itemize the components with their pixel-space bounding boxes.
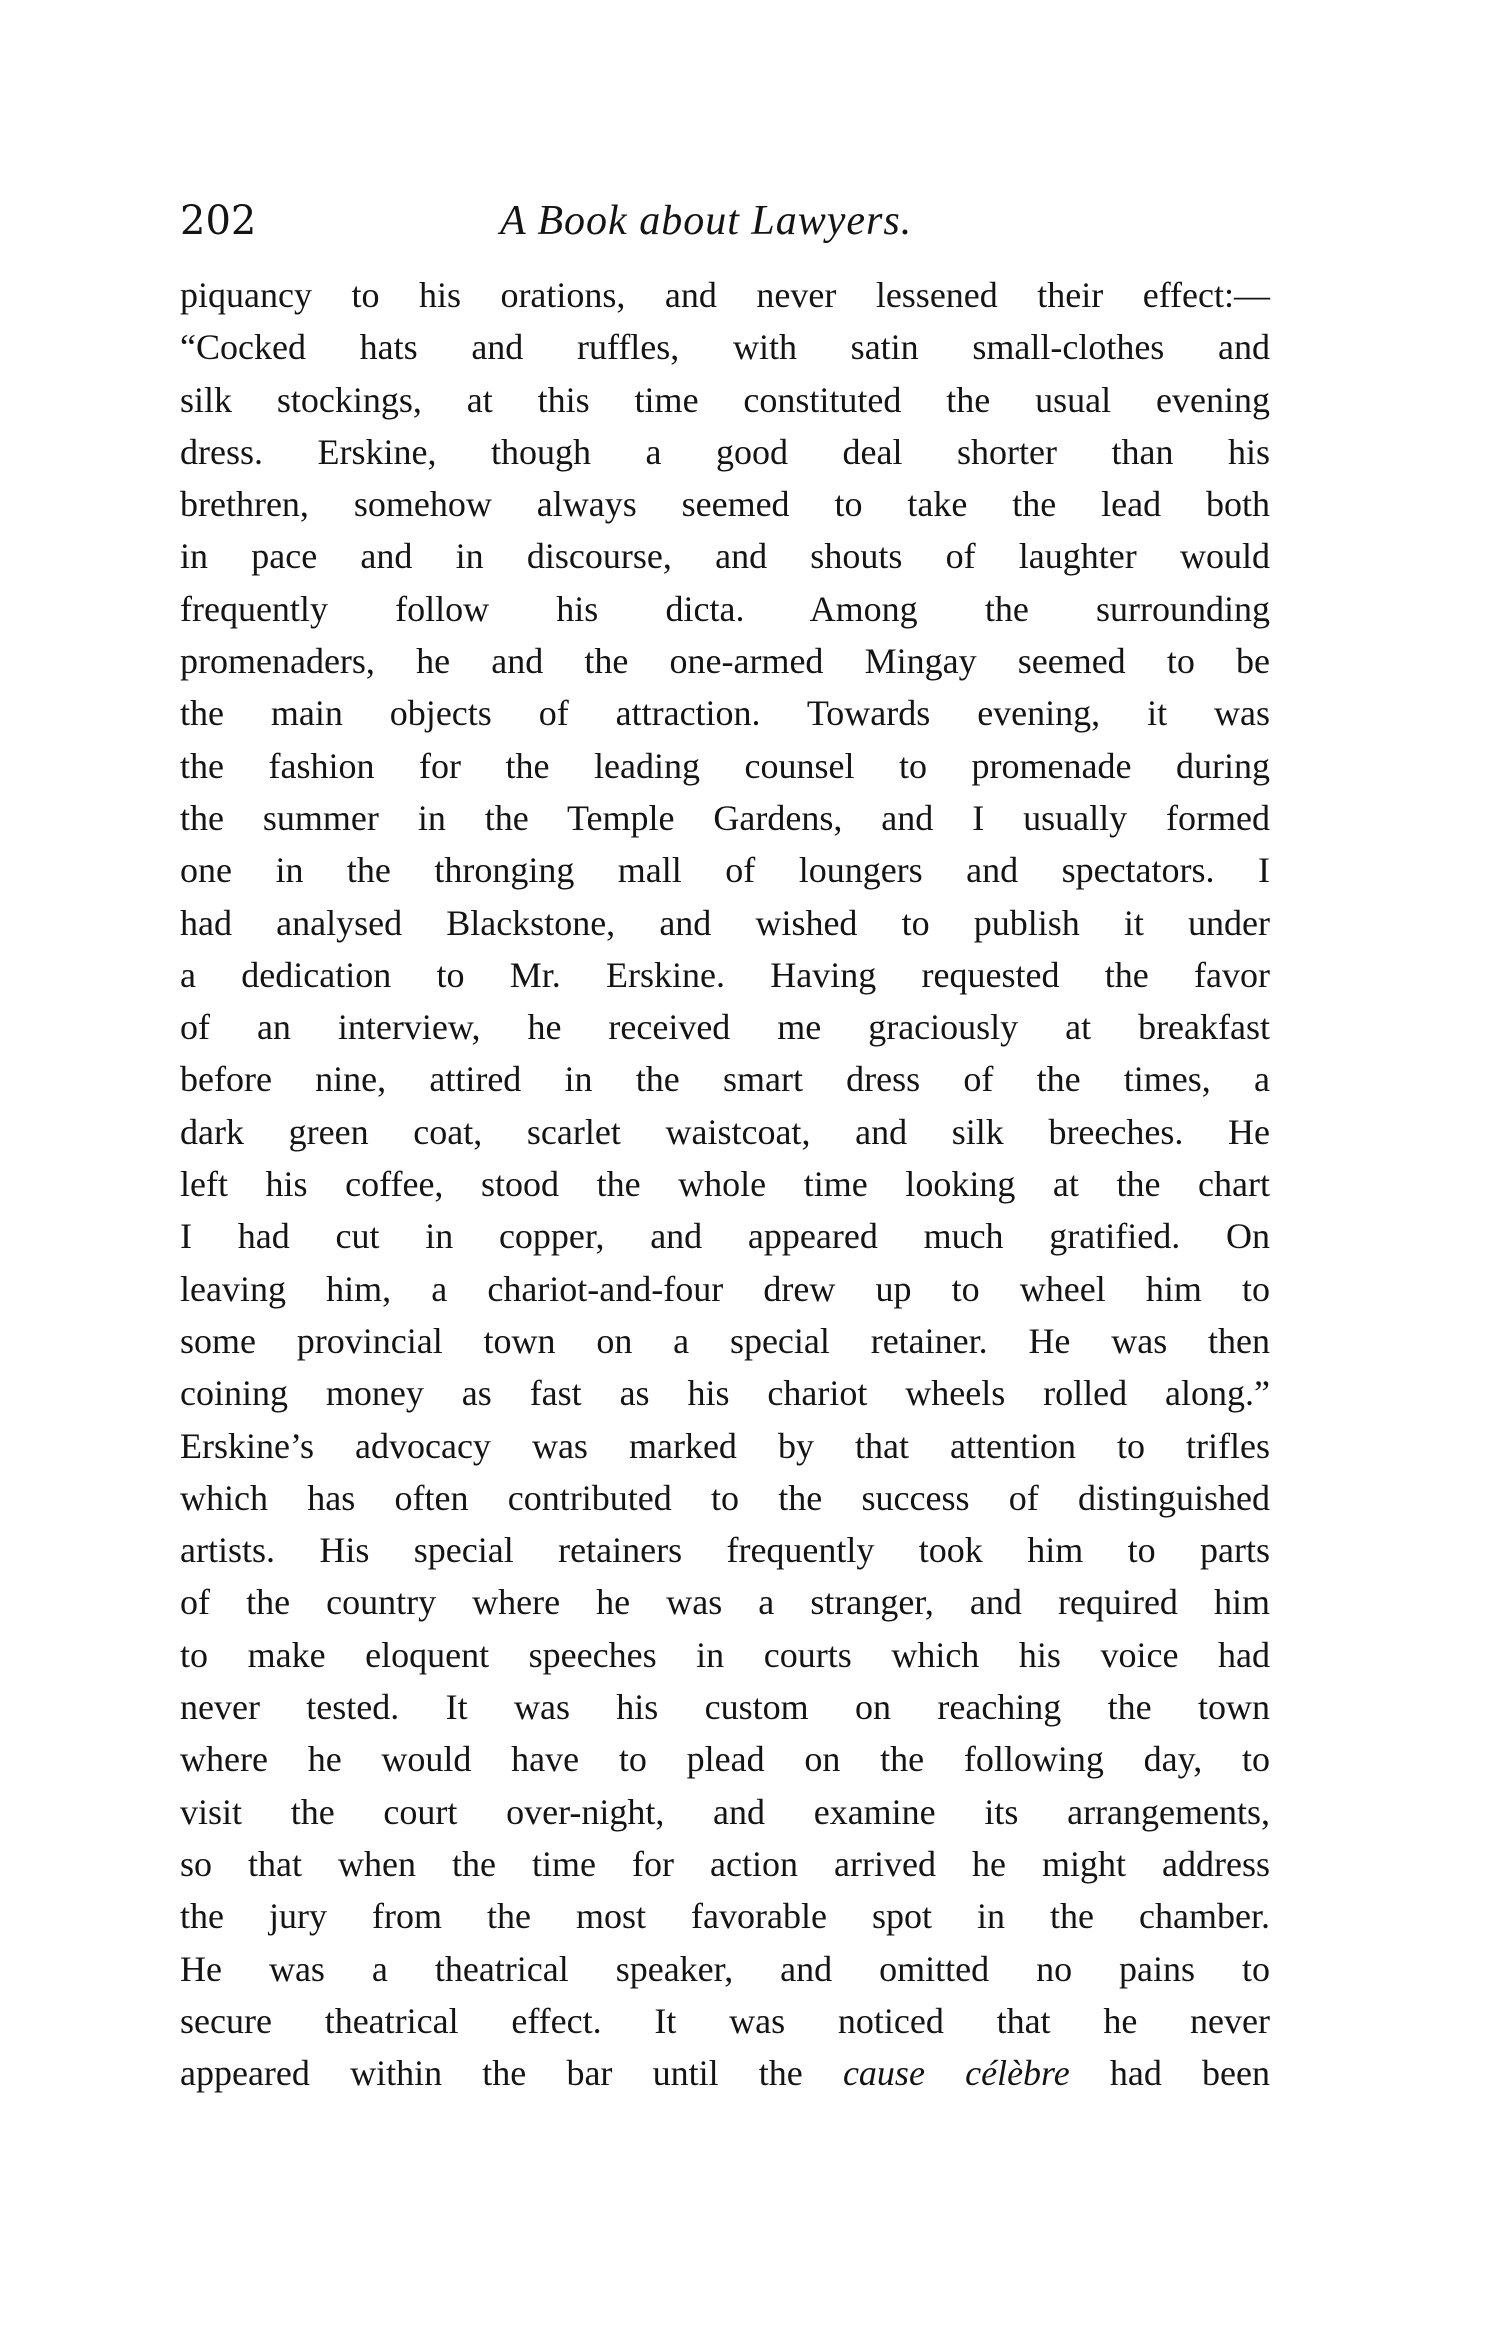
final-line-end: had been xyxy=(1069,2053,1271,2094)
text-line: dark green coat, scarlet waistcoat, and silk breeches. He xyxy=(180,1111,1270,1152)
text-line: leaving him, a chariot-and-four drew up to wheel him to xyxy=(180,1268,1270,1309)
running-title: A Book about Lawyers. xyxy=(500,198,913,244)
italic-phrase: cause célèbre xyxy=(842,2053,1070,2094)
running-head xyxy=(180,196,1270,246)
text-line: had analysed Blackstone, and wished to publish it under xyxy=(180,902,1270,943)
text-line: so that when the time for action arrived he might address xyxy=(180,1843,1270,1884)
text-line: to make eloquent speeches in courts which his voice had xyxy=(180,1634,1270,1675)
text-line: coining money as fast as his chariot wheels rolled along.” xyxy=(180,1373,1270,1414)
text-line: before nine, attired in the smart dress of the times, a xyxy=(180,1059,1270,1100)
text-line: brethren, somehow always seemed to take the lead both xyxy=(180,484,1270,525)
text-line: silk stockings, at this time constituted the usual evening xyxy=(180,379,1270,420)
text-line: promenaders, he and the one-armed Mingay seemed to be xyxy=(180,641,1270,682)
text-line: of an interview, he received me graciously at breakfast xyxy=(180,1007,1270,1048)
text-line: in pace and in discourse, and shouts of laughter would xyxy=(180,536,1270,577)
text-line: the fashion for the leading counsel to promenade during xyxy=(180,745,1270,786)
text-line: one in the thronging mall of loungers and spectators. I xyxy=(180,850,1270,891)
text-line: some provincial town on a special retainer. He was then xyxy=(180,1320,1270,1361)
page-number: 202 xyxy=(180,198,257,244)
text-line: visit the court over-night, and examine its arrangements, xyxy=(180,1791,1270,1832)
text-line: the jury from the most favorable spot in the chamber. xyxy=(180,1896,1270,1937)
text-line: Erskine’s advocacy was marked by that attention to trifles xyxy=(180,1425,1270,1466)
text-line: artists. His special retainers frequently took him to parts xyxy=(180,1530,1270,1571)
text-line: frequently follow his dicta. Among the surrounding xyxy=(180,588,1270,629)
text-line: piquancy to his orations, and never lessened their effect:— xyxy=(180,275,1270,315)
text-line: the summer in the Temple Gardens, and I usually formed xyxy=(180,797,1270,838)
text-line: where he would have to plead on the following day, to xyxy=(180,1739,1270,1780)
final-line-start: appeared within the bar until the xyxy=(180,2053,843,2094)
text-line: I had cut in copper, and appeared much gratified. On xyxy=(180,1216,1270,1257)
text-line: dress. Erskine, though a good deal shorter than his xyxy=(180,431,1270,472)
body-text xyxy=(180,269,1270,2099)
text-line: a dedication to Mr. Erskine. Having requested the favor xyxy=(180,954,1270,995)
text-line: He was a theatrical speaker, and omitted no pains to xyxy=(180,1948,1270,1989)
text-line: secure theatrical effect. It was noticed that he never xyxy=(180,2000,1270,2041)
text-line: “Cocked hats and ruffles, with satin small-clothes and xyxy=(180,327,1270,368)
text-line: of the country where he was a stranger, and required him xyxy=(180,1582,1270,1623)
text-line: which has often contributed to the success of distinguished xyxy=(180,1477,1270,1518)
text-line-final xyxy=(180,2047,1270,2099)
text-line: left his coffee, stood the whole time looking at the chart xyxy=(180,1164,1270,1205)
text-line: never tested. It was his custom on reaching the town xyxy=(180,1687,1270,1728)
text-line: the main objects of attraction. Towards evening, it was xyxy=(180,693,1270,734)
